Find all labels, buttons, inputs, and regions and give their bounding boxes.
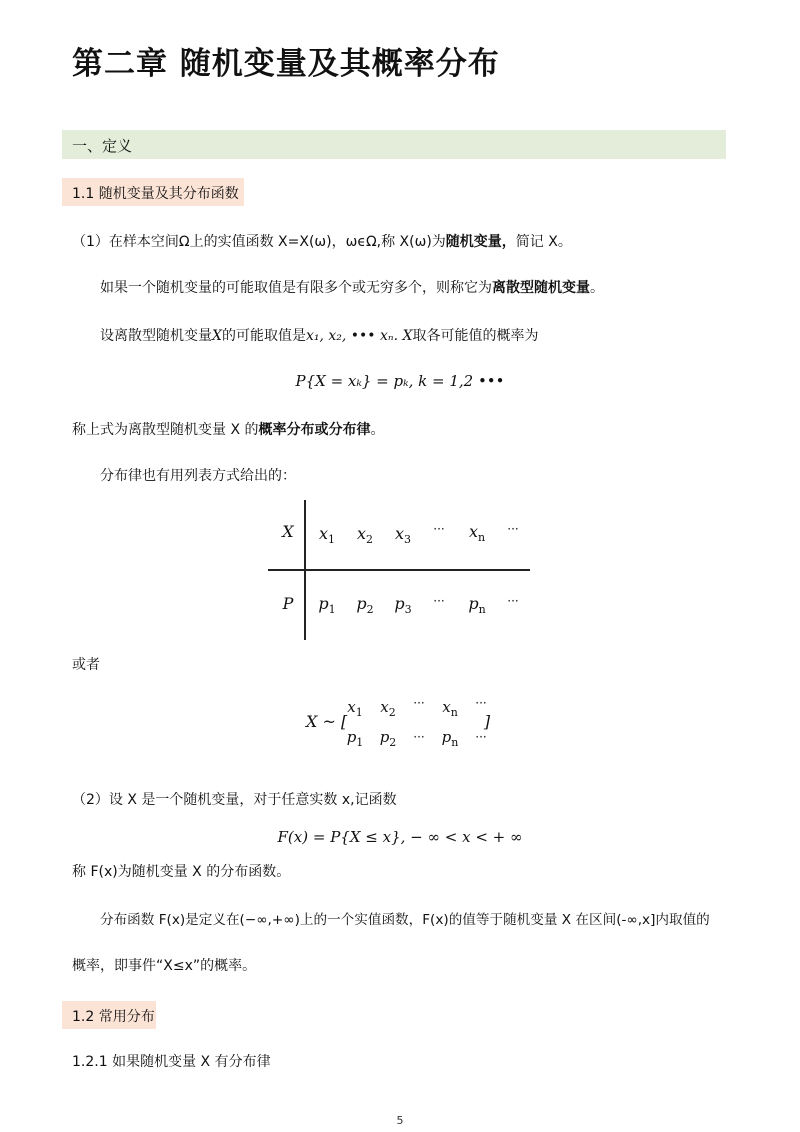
table-cell-ellipsis: ··· bbox=[507, 522, 519, 536]
table-cell: $p_1$ bbox=[318, 594, 336, 617]
matrix-ellipsis: ··· bbox=[475, 730, 487, 744]
bold-term: 概率分布或分布律 bbox=[258, 422, 371, 438]
table-cell-ellipsis: ··· bbox=[433, 594, 445, 608]
matrix-ellipsis: ··· bbox=[413, 730, 425, 744]
subsection-heading-1-2 bbox=[62, 1001, 156, 1029]
subsection-heading-text: 1.2 常用分布 bbox=[72, 1009, 155, 1025]
math-values: x₁, x₂, ••• xₙ. bbox=[305, 328, 399, 344]
bold-term: 随机变量， bbox=[445, 234, 516, 250]
paragraph-distribution-function-desc-cont: 概率，即事件“X≤x”的概率。 bbox=[72, 958, 257, 974]
math-var: X bbox=[212, 328, 222, 344]
matrix-cell: $p_n$ bbox=[441, 728, 459, 749]
formula-probability-distribution: P{X = xₖ} = pₖ, k = 1,2 ••• bbox=[295, 372, 505, 390]
table-cell: $x_3$ bbox=[394, 524, 412, 547]
matrix-ellipsis: ··· bbox=[475, 696, 487, 710]
paragraph-or: 或者 bbox=[72, 657, 100, 673]
table-cell: $p_n$ bbox=[468, 594, 486, 617]
paragraph-distribution-law bbox=[72, 420, 385, 440]
formula-distribution-function: F(x) = P{X ≤ x}, − ∞ < x < + ∞ bbox=[277, 828, 523, 846]
paragraph-distribution-function-intro: （2）设 X 是一个随机变量，对于任意实数 x,记函数 bbox=[72, 792, 397, 808]
text: 称上式为离散型随机变量 X 的 bbox=[72, 422, 259, 438]
matrix-cell: $x_n$ bbox=[442, 698, 458, 719]
matrix-right-bracket: ] bbox=[483, 712, 491, 731]
table-cell: $p_3$ bbox=[394, 594, 412, 617]
paragraph-possible-values bbox=[100, 326, 538, 346]
text: 如果一个随机变量的可能取值是有限多个或无穷多个，则称它为 bbox=[100, 280, 492, 296]
paragraph-discrete bbox=[100, 278, 604, 298]
table-cell: $p_2$ bbox=[356, 594, 374, 617]
math-var: X bbox=[402, 328, 413, 344]
table-row-header-p: P bbox=[282, 594, 294, 613]
table-row-header-x: X bbox=[282, 522, 294, 541]
matrix-lhs: X ~ [ bbox=[306, 712, 348, 731]
paragraph-random-variable bbox=[72, 232, 572, 252]
paragraph-distribution-function-desc: 分布函数 F(x)是定义在(−∞,+∞)上的一个实值函数，F(x)的值等于随机变量 X 在区间(-∞,x]内取值的 bbox=[100, 912, 710, 928]
paragraph-table-intro: 分布律也有用列表方式给出的： bbox=[100, 468, 296, 484]
subsection-heading-1-1 bbox=[62, 178, 244, 206]
page-number: 5 bbox=[396, 1114, 404, 1127]
text: 。 bbox=[590, 280, 604, 296]
table-cell: $x_2$ bbox=[356, 524, 374, 547]
text: （1）在样本空间Ω上的实值函数 X=X(ω)，ωϵΩ,称 X(ω)为 bbox=[72, 234, 446, 250]
text: 的可能取值是 bbox=[221, 328, 306, 344]
paragraph-common-distribution: 1.2.1 如果随机变量 X 有分布律 bbox=[72, 1054, 271, 1070]
table-cell-ellipsis: ··· bbox=[433, 522, 445, 536]
text: 取各可能值的概率为 bbox=[412, 328, 539, 344]
text: 简记 X。 bbox=[515, 234, 572, 250]
matrix-cell: $x_1$ bbox=[347, 698, 363, 719]
matrix-cell: $x_2$ bbox=[380, 698, 396, 719]
bold-term: 离散型随机变量 bbox=[492, 280, 590, 296]
matrix-cell: $p_2$ bbox=[379, 728, 397, 749]
table-cell: $x_n$ bbox=[468, 522, 486, 545]
subsection-heading-text: 1.1 随机变量及其分布函数 bbox=[72, 186, 239, 202]
page-title: 第二章 随机变量及其概率分布 bbox=[72, 46, 500, 82]
text: 设离散型随机变量 bbox=[100, 328, 212, 344]
matrix-cell: $p_1$ bbox=[346, 728, 364, 749]
matrix-ellipsis: ··· bbox=[413, 696, 425, 710]
section-heading-definition bbox=[62, 130, 726, 159]
table-cell: $x_1$ bbox=[318, 524, 336, 547]
table-horizontal-rule bbox=[268, 569, 530, 571]
section-heading-text: 一、定义 bbox=[72, 137, 133, 155]
table-cell-ellipsis: ··· bbox=[507, 594, 519, 608]
paragraph-distribution-function-def: 称 F(x)为随机变量 X 的分布函数。 bbox=[72, 864, 291, 880]
text: 。 bbox=[370, 422, 385, 438]
